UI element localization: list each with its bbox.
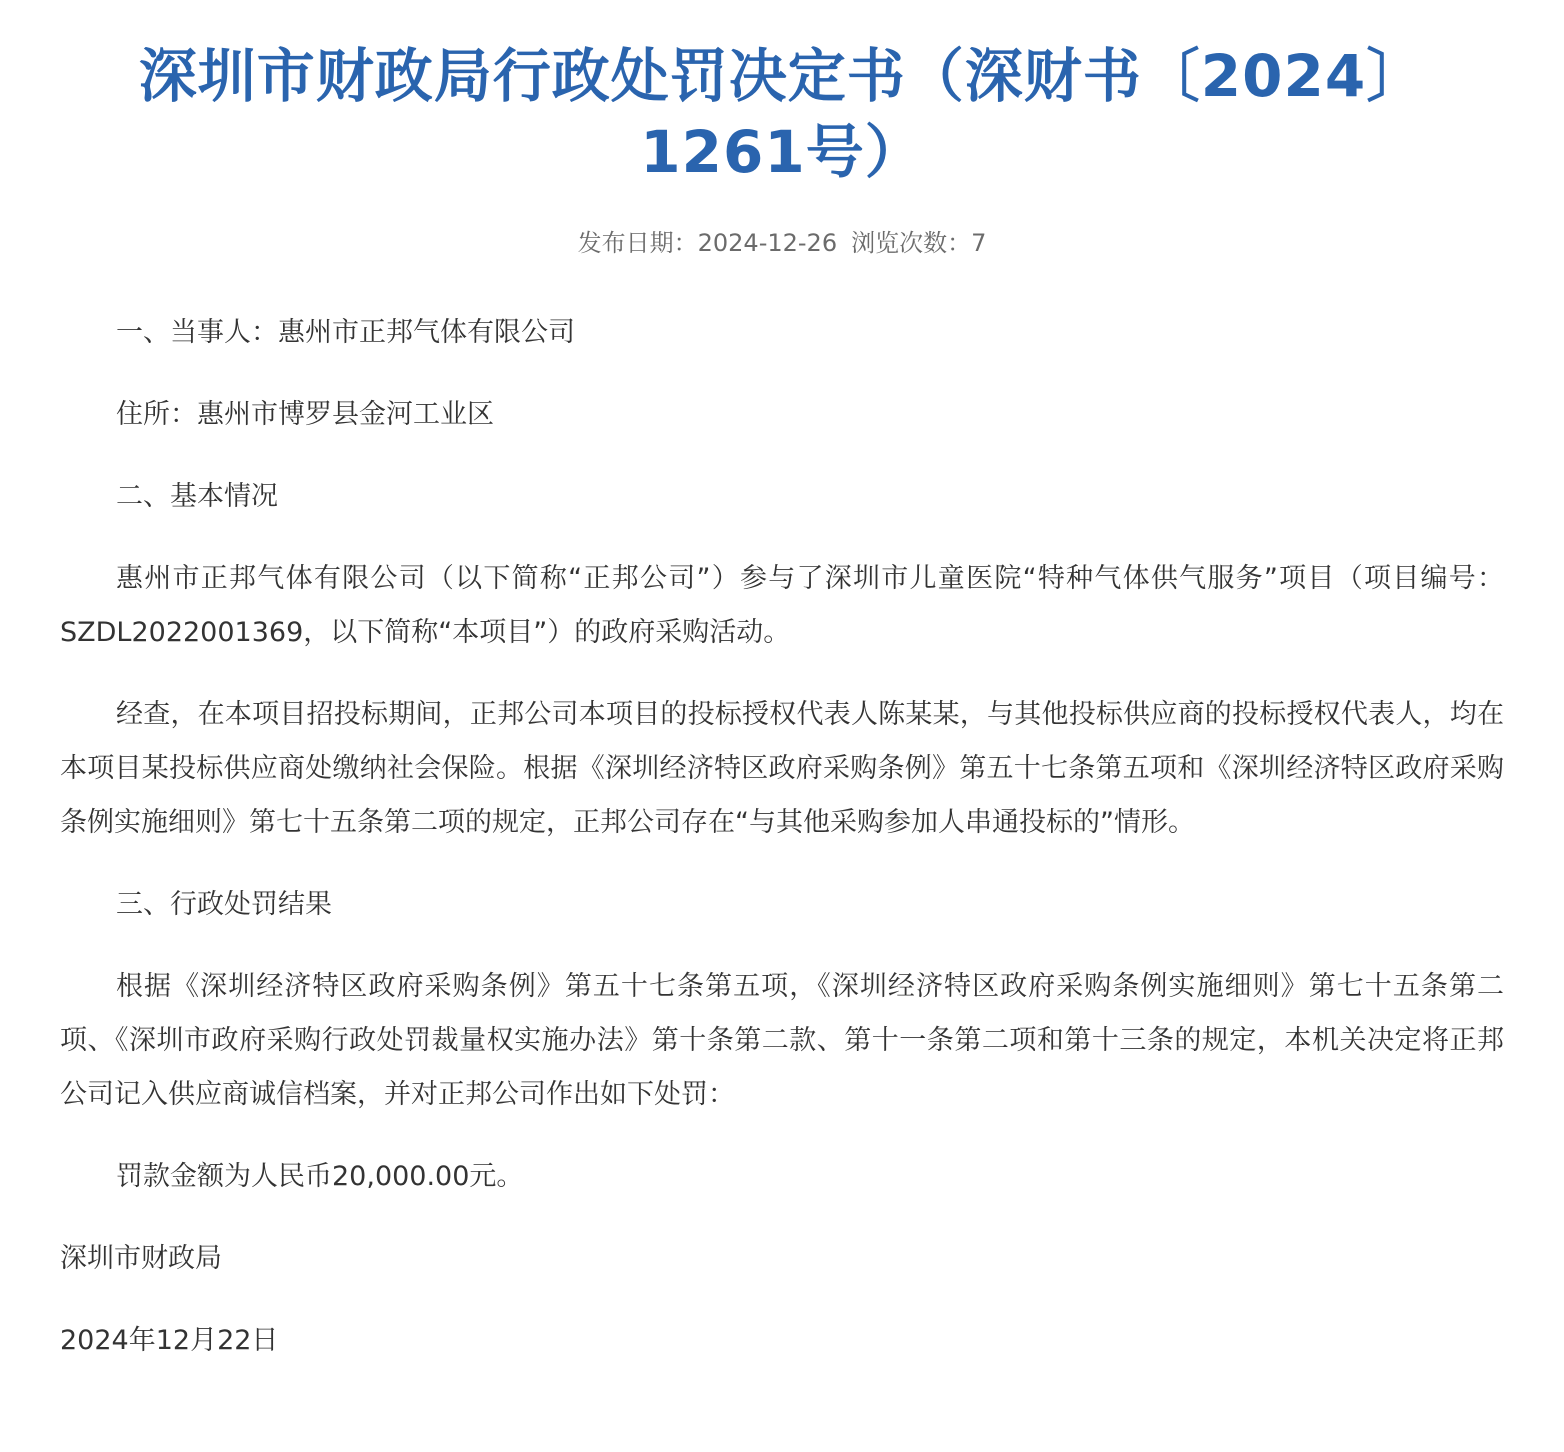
section-basic-heading: 二、基本情况 xyxy=(116,481,278,512)
view-count-value: 7 xyxy=(971,229,987,257)
view-count-label: 浏览次数： xyxy=(851,229,972,257)
document-title: 深圳市财政局行政处罚决定书（深财书〔2024〕 1261号） xyxy=(138,42,1426,186)
section-party-heading: 一、当事人：惠州市正邦气体有限公司 xyxy=(116,317,575,348)
signature-date: 2024年12月22日 xyxy=(60,1325,279,1356)
document-page xyxy=(60,0,1504,1396)
party-address: 住所：惠州市博罗县金河工业区 xyxy=(116,399,494,430)
publish-date-label: 发布日期： xyxy=(577,229,698,257)
section-penalty-heading: 三、行政处罚结果 xyxy=(116,889,332,920)
publish-date-value: 2024-12-26 xyxy=(697,229,838,257)
document-body xyxy=(60,306,1504,1368)
fine-amount-paragraph: 罚款金额为人民币20,000.00元。 xyxy=(116,1161,524,1192)
basic-situation-paragraph: 惠州市正邦气体有限公司（以下简称“正邦公司”）参与了深圳市儿童医院“特种气体供气服务”项目（项目编号：SZDL2022001369，以下简称“本项目”）的政府采购活动。 xyxy=(60,563,1504,648)
signature-organization: 深圳市财政局 xyxy=(60,1243,222,1274)
publish-meta xyxy=(60,228,1504,258)
investigation-paragraph: 经查，在本项目招投标期间，正邦公司本项目的投标授权代表人陈某某，与其他投标供应商的投标授权代表人，均在本项目某投标供应商处缴纳社会保险。根据《深圳经济特区政府采购条例》第五十七条第五项和《深圳经济特区政府采购条例实施细则》第七十五条第二项的规定，正邦公司存在“与其他采购参加人串通投标的”情形。 xyxy=(60,699,1504,838)
penalty-basis-paragraph: 根据《深圳经济特区政府采购条例》第五十七条第五项，《深圳经济特区政府采购条例实施细则》第七十五条第二项、《深圳市政府采购行政处罚裁量权实施办法》第十条第二款、第十一条第二项和第十三条的规定，本机关决定将正邦公司记入供应商诚信档案，并对正邦公司作出如下处罚： xyxy=(60,971,1504,1110)
